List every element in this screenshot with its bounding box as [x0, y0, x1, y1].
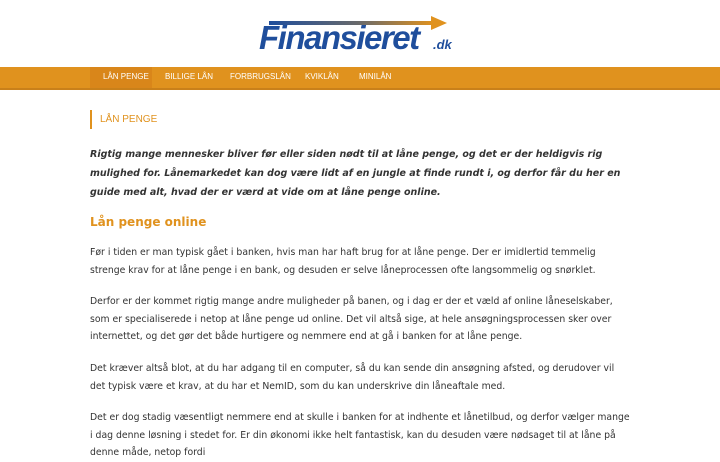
paragraph-3: Det kræver altså blot, at du har adgang til en computer, så du kan sende din ansøgning afsted, og derudover vil det typisk være et krav, at du har et NemID, som du kan underskrive din låneaftale med. [90, 363, 615, 392]
site-logo[interactable] [259, 16, 469, 56]
nav-item-billige-laan[interactable]: BILLIGE LÅN [165, 72, 214, 81]
logo-wordmark: Finansieret [259, 19, 419, 56]
site-header [0, 0, 720, 67]
paragraph-2: Derfor er der kommet rigtig mange andre muligheder på banen, og i dag er der et væld af online låneselskaber, som er specialiserede i netop at låne penge ud online. Det vil altså sige, at hele ansøgningsprocessen sker over internettet, og det gør det både hurtigere og nemmere end at gå i banken for at låne penge. [90, 296, 613, 342]
nav-item-kviklaan[interactable]: KVIKLÅN [305, 72, 339, 81]
intro-text: Rigtig mange mennesker bliver før eller siden nødt til at låne penge, og det er der heldigvis rig mulighed for. Lånemarkedet kan dog være lidt af en jungle at finde rundt i, og derfor får du her en guide med alt, hvad der er værd at vide om at låne penge online. [90, 149, 621, 198]
paragraph-4: Det er dog stadig væsentligt nemmere end at skulle i banken for at indhente et lånetilbud, og derfor vælger mange i dag denne løsning i stedet for. Er din økonomi ikke helt fantastisk, kan du desuden være nødsaget til at låne på denne måde, netop fordi [90, 412, 630, 458]
paragraph-1: Før i tiden er man typisk gået i banken, hvis man har haft brug for at låne penge. Der er imidlertid temmelig strenge krav for at låne penge i en bank, og desuden er selve låneprocessen ofte langsommelig og snørklet. [90, 247, 596, 276]
logo-tld: .dk [433, 37, 452, 52]
nav-item-forbrugslaan[interactable]: FORBRUGSLÅN [230, 72, 291, 81]
main-navigation [0, 67, 720, 90]
breadcrumb: LÅN PENGE [90, 110, 157, 129]
nav-item-laan-penge[interactable]: LÅN PENGE [90, 67, 152, 88]
section-title: Lån penge online [90, 215, 207, 229]
nav-item-minilaan[interactable]: MINILÅN [359, 72, 392, 81]
